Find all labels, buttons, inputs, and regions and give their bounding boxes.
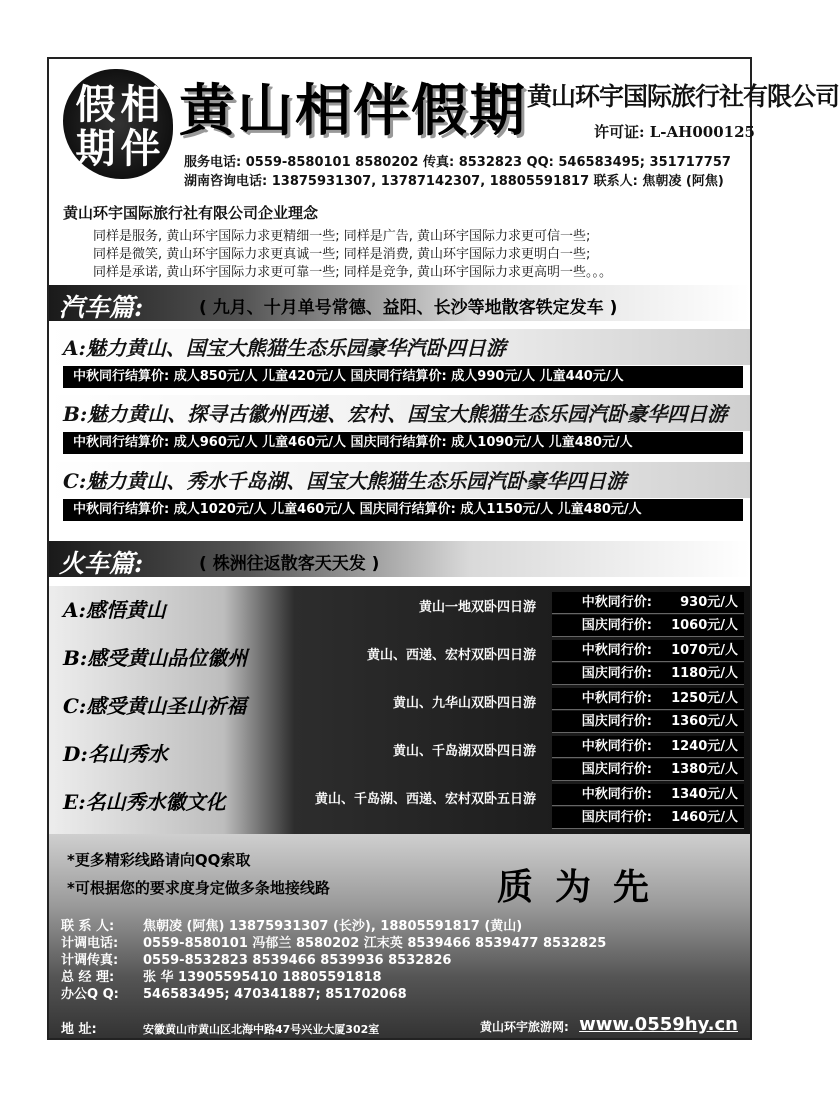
train-routes-panel [49,586,750,834]
philosophy-title: 黄山环宇国际旅行社有限公司企业理念 [63,204,319,222]
bus-route-row [49,462,750,498]
price-label: 国庆同行价: [581,618,652,633]
price-label: 中秋同行价: [581,787,652,802]
more-routes-note: *更多精彩线路请向QQ索取 [67,851,251,869]
bus-section-note: ( 九月、十月单号常德、益阳、长沙等地散客铁定发车 ) [199,298,618,318]
website-link[interactable]: www.0559hy.cn [579,1014,738,1035]
page-title: 黄山相伴假期 [179,78,527,144]
footer-panel [49,834,750,1038]
service-contact: 服务电话: 0559-8580101 8580202 传真: 8532823 QQ: 546583495; 351717757 [184,155,731,170]
license-number: 许可证: L-AH000125 [594,123,755,141]
info-qq [61,983,407,1002]
train-price-national [552,615,744,637]
price-label: 中秋同行价: [581,643,652,658]
price-value: 1460元/人 [671,810,738,825]
train-route-name: C:感受黄山圣山祈福 [63,694,247,718]
train-route-desc: 黄山、千岛湖、西递、宏村双卧五日游 [314,792,536,807]
hunan-contact: 湖南咨询电话: 13875931307, 13787142307, 18805591817 联系人: 焦朝凌 (阿焦) [184,174,724,189]
logo-char: 伴 [120,125,161,172]
info-label: 计调传真: [61,953,119,968]
info-label: 办公Q Q: [61,987,119,1002]
train-route-name: E:名山秀水徽文化 [63,790,226,814]
info-value: 焦朝凌 (阿焦) 13875931307 (长沙), 18805591817 (黄山) [143,919,523,934]
price-value: 1180元/人 [671,666,738,681]
bus-route-title: A:魅力黄山、国宝大熊猫生态乐园豪华汽卧四日游 [63,336,506,360]
bus-price-bar: 中秋同行结算价: 成人1020元/人 儿童460元/人 国庆同行结算价: 成人1150元/人 儿童480元/人 [63,499,743,521]
price-value: 1060元/人 [671,618,738,633]
info-address [61,1018,379,1037]
philosophy-line: 同样是承诺, 黄山环宇国际力求更可靠一些; 同样是竞争, 黄山环宇国际力求更高明一些。。。 [93,265,613,280]
train-price-midautumn [552,736,744,758]
price-label: 国庆同行价: [581,666,652,681]
bus-route-title: B:魅力黄山、探寻古徽州西递、宏村、国宝大熊猫生态乐园汽卧豪华四日游 [63,402,728,426]
info-value: 安徽黄山市黄山区北海中路47号兴业大厦302室 [143,1023,380,1036]
price-label: 国庆同行价: [581,714,652,729]
custom-routes-note: *可根据您的要求度身定做多条地接线路 [67,879,330,897]
bus-route-row [49,395,750,431]
train-price-national [552,663,744,685]
price-label: 中秋同行价: [581,691,652,706]
train-route-desc: 黄山一地双卧四日游 [418,600,536,615]
train-section-note: ( 株洲往返散客天天发 ) [199,554,380,574]
philosophy-line: 同样是服务, 黄山环宇国际力求更精细一些; 同样是广告, 黄山环宇国际力求更可信一些; [93,229,591,244]
train-price-midautumn [552,688,744,710]
brand-logo [63,69,173,179]
train-route-desc: 黄山、西递、宏村双卧四日游 [366,648,536,663]
info-label: 地 址: [61,1022,97,1037]
price-value: 1380元/人 [671,762,738,777]
train-price-midautumn [552,592,744,614]
train-section-label: 火车篇: [59,549,144,578]
train-price-midautumn [552,784,744,806]
flyer [47,57,839,1040]
train-route-name: A:感悟黄山 [63,598,166,622]
price-value: 930元/人 [680,595,738,610]
info-value: 546583495; 470341887; 851702068 [143,987,407,1002]
train-price-national [552,807,744,829]
train-price-national [552,759,744,781]
train-price-midautumn [552,640,744,662]
train-route-desc: 黄山、千岛湖双卧四日游 [392,744,536,759]
train-route-name: D:名山秀水 [63,742,168,766]
philosophy-line: 同样是微笑, 黄山环宇国际力求更真诚一些; 同样是消费, 黄山环宇国际力求更明白一些; [93,247,591,262]
train-route-desc: 黄山、九华山双卧四日游 [392,696,536,711]
info-value: 0559-8532823 8539466 8539936 8532826 [143,953,452,968]
price-value: 1240元/人 [671,739,738,754]
price-value: 1070元/人 [671,643,738,658]
info-value: 张 华 13905595410 18805591818 [143,970,382,985]
price-value: 1360元/人 [671,714,738,729]
price-label: 国庆同行价: [581,810,652,825]
logo-char: 假 [75,81,116,128]
train-route-name: B:感受黄山品位徽州 [63,646,248,670]
bus-price-bar: 中秋同行结算价: 成人850元/人 儿童420元/人 国庆同行结算价: 成人990元/人 儿童440元/人 [63,366,743,388]
logo-char: 相 [120,81,161,128]
bus-section-banner [49,285,750,321]
info-label: 联 系 人: [61,919,115,934]
quality-slogan: 质为先 [497,866,672,908]
company-name: 黄山环宇国际旅行社有限公司 [527,82,839,111]
bus-route-row [49,329,750,365]
price-value: 1250元/人 [671,691,738,706]
price-label: 国庆同行价: [581,762,652,777]
info-label: 总 经 理: [61,970,115,985]
price-value: 1340元/人 [671,787,738,802]
bus-section-label: 汽车篇: [59,293,144,322]
price-label: 中秋同行价: [581,739,652,754]
info-value: 0559-8580101 冯郁兰 8580202 江末英 8539466 8539477 8532825 [143,936,607,951]
info-label: 计调电话: [61,936,119,951]
train-price-national [552,711,744,733]
train-section-banner [49,541,750,577]
price-label: 中秋同行价: [581,595,652,610]
bus-route-title: C:魅力黄山、秀水千岛湖、国宝大熊猫生态乐园汽卧豪华四日游 [63,469,627,493]
logo-char: 期 [75,125,116,172]
website-label: 黄山环宇旅游网: [480,1020,569,1034]
bus-price-bar: 中秋同行结算价: 成人960元/人 儿童460元/人 国庆同行结算价: 成人1090元/人 儿童480元/人 [63,432,743,454]
